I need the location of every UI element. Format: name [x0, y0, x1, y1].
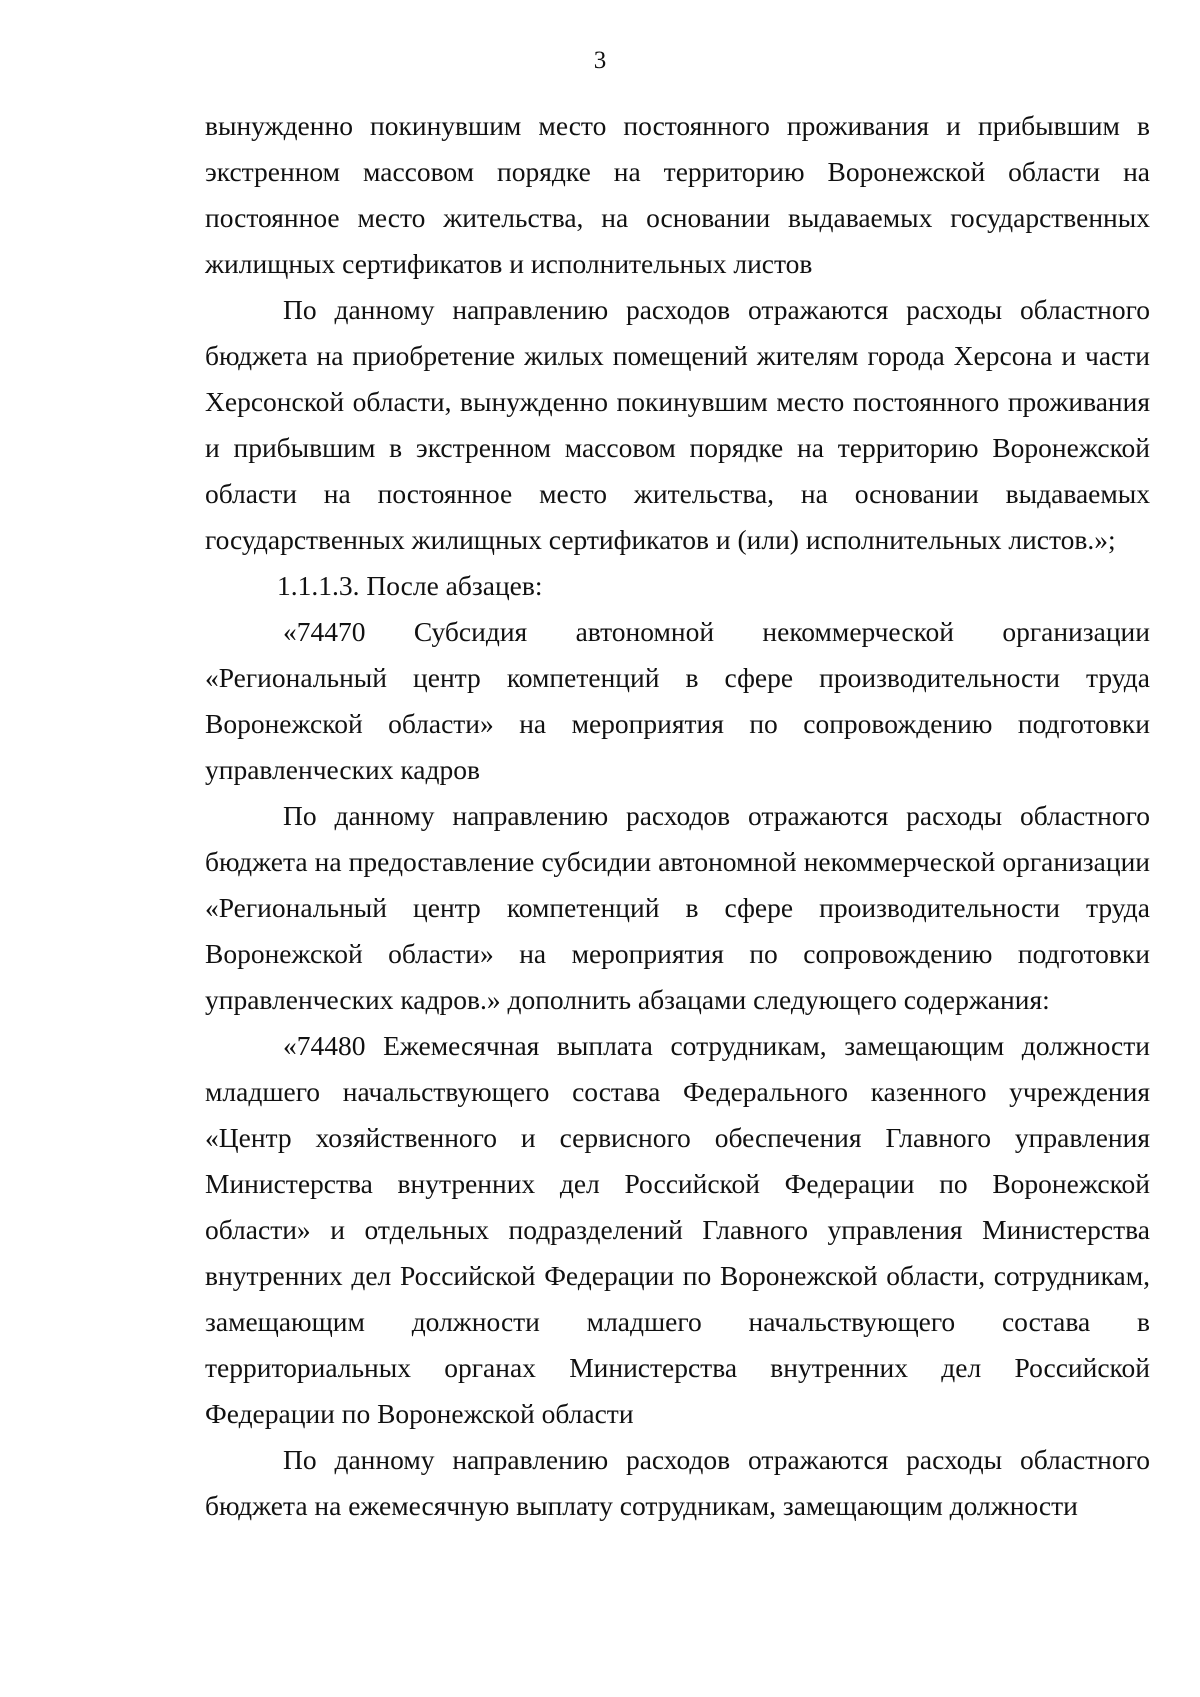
document-body	[205, 103, 1150, 1529]
paragraph-code-74470: «74470 Субсидия автономной некоммерческой организации «Региональный центр компетенций в сфере производительности труда Воронежской области» на мероприятия по сопровождению подготовки управленческих кадров	[205, 616, 1150, 785]
paragraph-expenses-74480: По данному направлению расходов отражаются расходы областного бюджета на ежемесячную выплату сотрудникам, замещающим должности	[205, 1444, 1150, 1521]
paragraph-clause-1-1-1-3: 1.1.1.3. После абзацев:	[277, 570, 543, 601]
paragraph-expenses-74470: По данному направлению расходов отражаются расходы областного бюджета на предоставление субсидии автономной некоммерческой организации «Региональный центр компетенций в сфере производительности труда Воронежской области» на мероприятия по сопровождению подготовки управленческих кадров.» дополнить абзацами следующего содержания:	[205, 800, 1150, 1015]
paragraph-continuation: вынужденно покинувшим место постоянного проживания и прибывшим в экстренном массовом порядке на территорию Воронежской области на постоянное место жительства, на основании выдаваемых государственных жилищных сертификатов и исполнительных листов	[205, 110, 1150, 279]
paragraph-code-74480: «74480 Ежемесячная выплата сотрудникам, замещающим должности младшего начальствующего состава Федерального казенного учреждения «Центр хозяйственного и сервисного обеспечения Главного управления Министерства внутренних дел Российской Федерации по Воронежской области» и отдельных подразделений Главного управления Министерства внутренних дел Российской Федерации по Воронежской области, сотрудникам, замещающим должности младшего начальствующего состава в территориальных органах Министерства внутренних дел Российской Федерации по Воронежской области	[205, 1030, 1150, 1429]
page-number: 3	[593, 47, 607, 74]
paragraph-expenses-kherson: По данному направлению расходов отражаются расходы областного бюджета на приобретение жилых помещений жителям города Херсона и части Херсонской области, вынужденно покинувшим место постоянного проживания и прибывшим в экстренном массовом порядке на территорию Воронежской области на постоянное место жительства, на основании выдаваемых государственных жилищных сертификатов и (или) исполнительных листов.»;	[205, 294, 1150, 555]
